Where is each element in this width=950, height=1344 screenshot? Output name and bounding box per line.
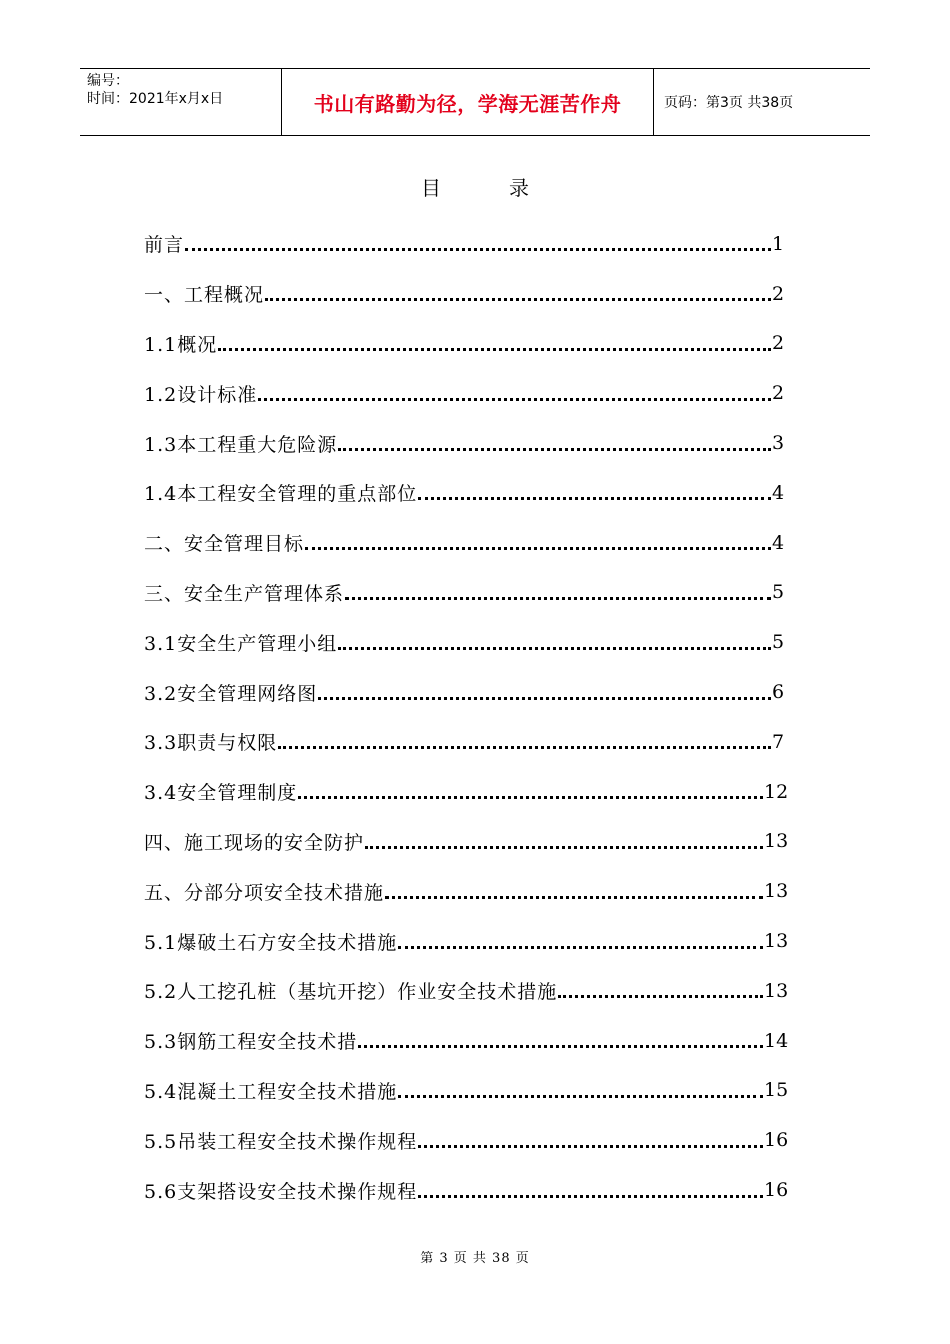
header-page-info: 页码：第3页 共38页 bbox=[664, 95, 794, 111]
toc-leader-dots bbox=[338, 426, 771, 451]
toc-leader-dots bbox=[365, 824, 763, 849]
toc-entry-label: 二、安全管理目标 bbox=[144, 533, 305, 556]
toc-leader-dots bbox=[318, 675, 771, 700]
toc-entry-label: 3.1安全生产管理小组 bbox=[144, 632, 338, 655]
toc-entry-page-number: 16 bbox=[764, 1179, 789, 1202]
toc-leader-dots bbox=[265, 276, 771, 301]
toc-entry-label: 5.2人工挖孔桩（基坑开挖）作业安全技术措施 bbox=[144, 981, 558, 1004]
toc-entry-label: 一、工程概况 bbox=[144, 284, 265, 307]
toc-entry-label: 5.6支架搭设安全技术操作规程 bbox=[144, 1180, 418, 1203]
toc-leader-dots bbox=[418, 475, 771, 500]
document-number-label: 编号： bbox=[87, 73, 129, 89]
toc-leader-dots bbox=[385, 874, 763, 899]
toc-entry[interactable] bbox=[144, 717, 792, 767]
toc-leader-dots bbox=[398, 924, 763, 949]
page-footer: 第 3 页 共 38 页 bbox=[420, 1251, 530, 1266]
toc-entry-page-number: 13 bbox=[764, 830, 789, 853]
header-motto: 书山有路勤为径，学海无涯苦作舟 bbox=[282, 69, 654, 135]
toc-entry-label: 四、施工现场的安全防护 bbox=[144, 831, 365, 854]
toc-leader-dots bbox=[185, 226, 771, 251]
toc-entry-page-number: 3 bbox=[772, 432, 785, 455]
toc-leader-dots bbox=[258, 376, 771, 401]
toc-entry[interactable] bbox=[144, 1016, 792, 1066]
toc-entry-label: 1.3本工程重大危险源 bbox=[144, 433, 338, 456]
toc-entry-label: 前言 bbox=[144, 234, 185, 257]
toc-leader-dots bbox=[305, 525, 771, 550]
toc-entry-label: 5.1爆破土石方安全技术措施 bbox=[144, 931, 398, 954]
toc-entry[interactable] bbox=[144, 468, 792, 518]
toc-entry-page-number: 2 bbox=[772, 382, 785, 405]
toc-leader-dots bbox=[398, 1073, 763, 1098]
toc-entry-label: 5.3钢筋工程安全技术措 bbox=[144, 1031, 358, 1054]
header-meta bbox=[80, 69, 282, 135]
toc-entry[interactable] bbox=[144, 319, 792, 369]
toc-entry-label: 3.2安全管理网络图 bbox=[144, 682, 318, 705]
toc-entry-page-number: 4 bbox=[772, 531, 785, 554]
toc-entry[interactable] bbox=[144, 767, 792, 817]
toc-entry-page-number: 13 bbox=[764, 880, 789, 903]
toc-entry-page-number: 15 bbox=[764, 1079, 789, 1102]
toc-title-left: 目 bbox=[421, 176, 441, 200]
toc-entry-page-number: 2 bbox=[772, 332, 785, 355]
toc-title bbox=[0, 172, 950, 201]
toc-entry[interactable] bbox=[144, 518, 792, 568]
toc-leader-dots bbox=[358, 1023, 763, 1048]
toc-entry-label: 三、安全生产管理体系 bbox=[144, 582, 345, 605]
toc-leader-dots bbox=[418, 1123, 763, 1148]
toc-entry-label: 1.1概况 bbox=[144, 333, 218, 356]
toc-entry[interactable] bbox=[144, 617, 792, 667]
toc-entry-label: 五、分部分项安全技术措施 bbox=[144, 881, 385, 904]
toc-entry-page-number: 4 bbox=[772, 481, 785, 504]
toc-leader-dots bbox=[338, 625, 771, 650]
toc-leader-dots bbox=[558, 973, 763, 998]
toc-entry-page-number: 1 bbox=[772, 232, 785, 255]
toc-entry-page-number: 14 bbox=[764, 1029, 789, 1052]
toc-entry[interactable] bbox=[144, 966, 792, 1016]
toc-leader-dots bbox=[298, 774, 763, 799]
toc-entry-label: 1.2设计标准 bbox=[144, 383, 258, 406]
toc-entry[interactable] bbox=[144, 667, 792, 717]
toc-entry-label: 3.3职责与权限 bbox=[144, 732, 278, 755]
toc-entry-page-number: 13 bbox=[764, 979, 789, 1002]
toc-entry[interactable] bbox=[144, 568, 792, 618]
toc-leader-dots bbox=[278, 724, 771, 749]
toc-entry[interactable] bbox=[144, 418, 792, 468]
toc-entry-label: 5.5吊装工程安全技术操作规程 bbox=[144, 1130, 418, 1153]
toc-entry[interactable] bbox=[144, 368, 792, 418]
toc-entry[interactable] bbox=[144, 1115, 792, 1165]
toc-entry[interactable] bbox=[144, 817, 792, 867]
toc-entry[interactable] bbox=[144, 219, 792, 269]
toc-entry[interactable] bbox=[144, 1066, 792, 1116]
toc-entry-label: 5.4混凝土工程安全技术措施 bbox=[144, 1080, 398, 1103]
toc-entry-label: 1.4本工程安全管理的重点部位 bbox=[144, 483, 418, 506]
toc-entry[interactable] bbox=[144, 916, 792, 966]
toc-entry[interactable] bbox=[144, 1165, 792, 1215]
toc-entry-page-number: 6 bbox=[772, 681, 785, 704]
document-date: 时间：2021年x月x日 bbox=[87, 91, 224, 107]
toc-entry-page-number: 13 bbox=[764, 930, 789, 953]
toc-entry-label: 3.4安全管理制度 bbox=[144, 782, 298, 805]
toc-entry-page-number: 5 bbox=[772, 581, 785, 604]
page-header bbox=[80, 68, 870, 136]
toc-entry-page-number: 12 bbox=[764, 780, 789, 803]
toc-title-right: 录 bbox=[509, 176, 529, 200]
toc-leader-dots bbox=[218, 326, 771, 351]
toc-entry-page-number: 16 bbox=[764, 1129, 789, 1152]
table-of-contents bbox=[144, 219, 792, 1215]
toc-leader-dots bbox=[418, 1173, 763, 1198]
toc-entry[interactable] bbox=[144, 866, 792, 916]
toc-entry[interactable] bbox=[144, 269, 792, 319]
toc-leader-dots bbox=[345, 575, 771, 600]
toc-entry-page-number: 7 bbox=[772, 730, 785, 753]
toc-entry-page-number: 5 bbox=[772, 631, 785, 654]
toc-entry-page-number: 2 bbox=[772, 282, 785, 305]
